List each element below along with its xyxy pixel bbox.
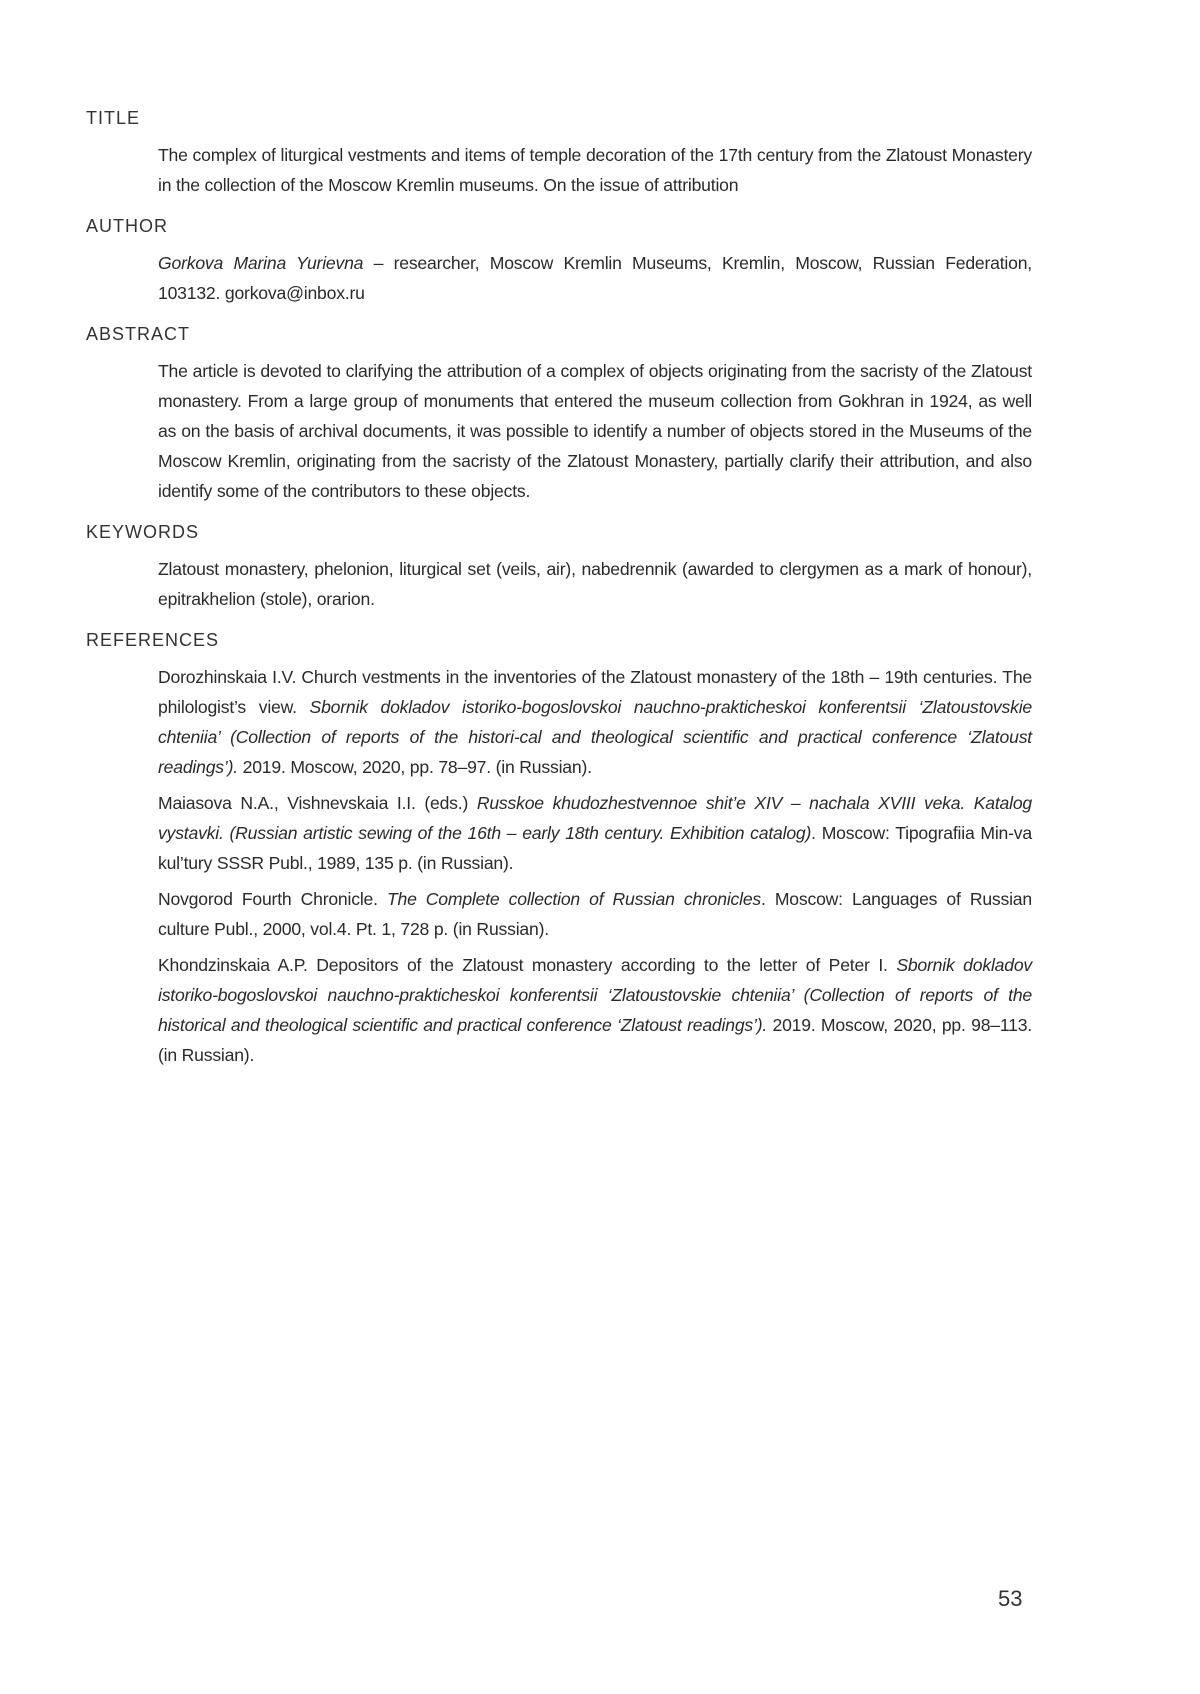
reference-text: Dorozhinskaia I.V. Church vestments in the inventories of the Zlatoust monastery of the 18th – 19th centuries. The philologist’s view. — [158, 667, 1032, 717]
reference-item — [158, 884, 1032, 944]
reference-item — [158, 788, 1032, 878]
abstract-text: The article is devoted to clarifying the attribution of a complex of objects originating from the sacristy of the Zlatoust monastery. From a large group of monuments that entered the museum collection from Gokhran in 1924, as well as on the basis of archival documents, it was possible to identify a number of objects stored in the Museums of the Moscow Kremlin, originating from the sacristy of the Zlatoust Monastery, partially clarify their attribution, and also identify some of the contributors to these objects. — [158, 356, 1032, 506]
reference-text: 2019. Moscow, 2020, pp. 78–97. (in Russian). — [238, 757, 592, 777]
reference-text: . Moscow: Tipografiia Min-va kul’tury SSSR Publ., 1989, 135 p. (in Russian). — [158, 823, 1032, 873]
section-label-keywords: KEYWORDS — [86, 518, 1032, 546]
abstract-section — [86, 320, 1032, 506]
reference-italic: Sbornik dokladov istoriko-bogoslovskoi nauchno-prakticheskoi konferentsii ‘Zlatoustovskie chteniia’ (Collection of reports of the histori-cal and theological scientific and practical conference ‘Zlatoust readings’). — [158, 697, 1032, 777]
reference-italic: The Complete collection of Russian chronicles — [387, 889, 761, 909]
author-info — [158, 248, 1032, 308]
keywords-section — [86, 518, 1032, 614]
reference-italic: Russkoe khudozhestvennoe shit’e XIV – nachala XVIII veka. Katalog vystavki. (Russian artistic sewing of the 16th – early 18th century. Exhibition catalog) — [158, 793, 1032, 843]
author-name: Gorkova Marina Yurievna — [158, 253, 363, 273]
references-list — [158, 662, 1032, 1070]
article-title: The complex of liturgical vestments and items of temple decoration of the 17th century from the Zlatoust Monastery in the collection of the Moscow Kremlin museums. On the issue of attribution — [158, 140, 1032, 200]
reference-italic: Sbornik dokladov istoriko-bogoslovskoi nauchno-prakticheskoi konferentsii ‘Zlatoustovskie chteniia’ (Collection of reports of the historical and theological scientific and practical conference ‘Zlatoust readings’). — [158, 955, 1032, 1035]
section-label-title: TITLE — [86, 104, 1032, 132]
article-metadata-page — [86, 104, 1032, 1076]
title-section — [86, 104, 1032, 200]
section-label-abstract: ABSTRACT — [86, 320, 1032, 348]
reference-text: Maiasova N.A., Vishnevskaia I.I. (eds.) — [158, 793, 477, 813]
reference-item — [158, 662, 1032, 782]
reference-item — [158, 950, 1032, 1070]
section-label-author: AUTHOR — [86, 212, 1032, 240]
page-number: 53 — [998, 1586, 1022, 1612]
author-details: – researcher, Moscow Kremlin Museums, Kremlin, Moscow, Russian Federation, 103132. gorkova@inbox.ru — [158, 253, 1032, 303]
section-label-references: REFERENCES — [86, 626, 1032, 654]
reference-text: 2019. Moscow, 2020, pp. 98–113. (in Russian). — [158, 1015, 1032, 1065]
author-section — [86, 212, 1032, 308]
references-section — [86, 626, 1032, 1070]
keywords-text: Zlatoust monastery, phelonion, liturgical set (veils, air), nabedrennik (awarded to clergymen as a mark of honour), epitrakhelion (stole), orarion. — [158, 554, 1032, 614]
reference-text: . Moscow: Languages of Russian culture Publ., 2000, vol.4. Pt. 1, 728 p. (in Russian). — [158, 889, 1032, 939]
reference-text: Khondzinskaia A.P. Depositors of the Zlatoust monastery according to the letter of Peter I. — [158, 955, 896, 975]
reference-text: Novgorod Fourth Chronicle. — [158, 889, 387, 909]
